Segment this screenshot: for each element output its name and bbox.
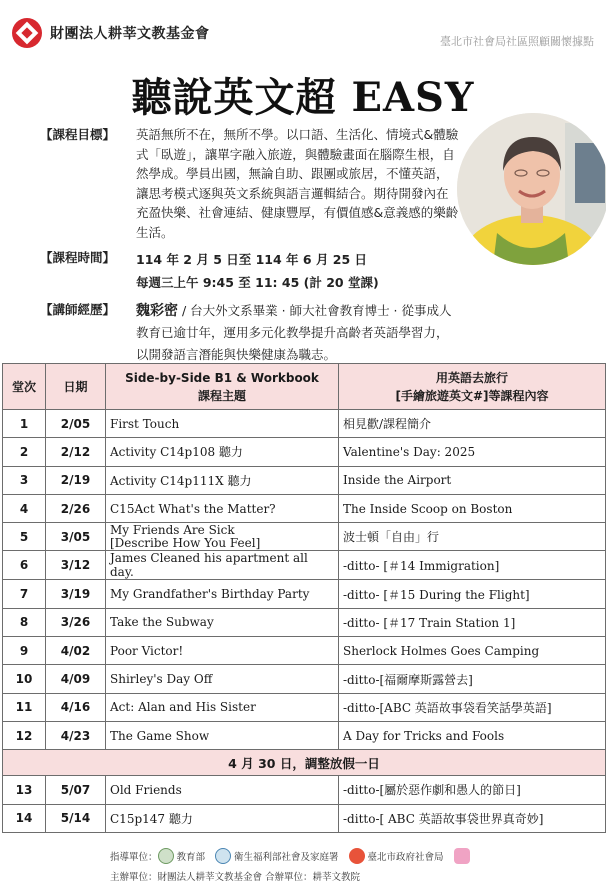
row-topic: My Grandfather's Birthday Party (106, 580, 339, 608)
row-no: 4 (3, 494, 46, 522)
goal-text: 英語無所不在，無所不學。以口語、生活化、情境式&體驗式「臥遊」，讓單字融入旅遊，與體驗畫面在腦際生根，自然學成。學員出國，無論自助、跟團或旅居，不懂英語，讓思考模式逐與英文系統與語言邏輯結合。期待開發內在充盈快樂、社會連結、健康豐厚，有價值感&意義感的樂齡生活。 (136, 127, 459, 240)
row-content: The Inside Scoop on Boston (339, 494, 606, 522)
course-info (40, 125, 460, 372)
row-content: -ditto-[福爾摩斯露營去] (339, 665, 606, 693)
goal-label: 【課程目標】 (40, 127, 116, 142)
row-topic: Take the Subway (106, 608, 339, 636)
table-row (3, 637, 606, 665)
time-row (40, 248, 460, 294)
header-content (339, 364, 606, 410)
time-text (136, 248, 460, 294)
holiday-notice-row (3, 750, 606, 776)
guide-mohw-label: 衛生福利部社會及家庭署 (234, 852, 339, 863)
host-line: 主辦單位：財團法人耕莘文教基金會 合辦單位：耕莘文教院 (110, 872, 361, 883)
row-content: -ditto- [＃14 Immigration] (339, 551, 606, 580)
row-no: 14 (3, 804, 46, 832)
table-row (3, 494, 606, 522)
guide-mohw (215, 848, 339, 864)
row-no: 5 (3, 523, 46, 551)
row-topic-line2: [Describe How You Feel] (110, 535, 261, 550)
row-no: 7 (3, 580, 46, 608)
org-name: 財團法人耕莘文教基金會 (50, 26, 210, 42)
row-no: 2 (3, 438, 46, 466)
table-row (3, 410, 606, 438)
table-row (3, 665, 606, 693)
time-range: 114 年 2 月 5 日至 114 年 6 月 25 日 (136, 252, 368, 267)
taipei-social-logo-icon (349, 848, 365, 864)
row-content: Inside the Airport (339, 466, 606, 494)
row-no: 1 (3, 410, 46, 438)
row-date: 3/19 (46, 580, 106, 608)
row-content: A Day for Tricks and Fools (339, 721, 606, 749)
table-row (3, 551, 606, 580)
guide-taipei-label: 臺北市政府社會局 (367, 852, 444, 863)
community-care-logo-icon (454, 848, 470, 864)
header-topic (106, 364, 339, 410)
host-row (110, 866, 600, 886)
row-content: Valentine's Day: 2025 (339, 438, 606, 466)
time-weekly: 每週三上午 9:45 至 11: 45 (計 20 堂課) (136, 275, 379, 290)
row-date: 3/05 (46, 523, 106, 551)
teacher-text-block (136, 300, 460, 366)
table-row (3, 693, 606, 721)
row-date: 2/12 (46, 438, 106, 466)
row-topic (106, 523, 339, 551)
row-date: 2/19 (46, 466, 106, 494)
row-no: 3 (3, 466, 46, 494)
table-row (3, 776, 606, 804)
header-no: 堂次 (3, 364, 46, 410)
row-topic: Shirley's Day Off (106, 665, 339, 693)
row-date: 2/26 (46, 494, 106, 522)
row-topic: Old Friends (106, 776, 339, 804)
row-date: 2/05 (46, 410, 106, 438)
row-no: 6 (3, 551, 46, 580)
header-date: 日期 (46, 364, 106, 410)
row-no: 8 (3, 608, 46, 636)
row-content: -ditto-[ ABC 英語故事袋世界真奇妙] (339, 804, 606, 832)
guide-taipei (349, 848, 444, 864)
teacher-name: 魏彩密 (136, 303, 178, 319)
moe-logo-icon (158, 848, 174, 864)
row-date: 4/02 (46, 637, 106, 665)
table-row (3, 608, 606, 636)
row-no: 12 (3, 721, 46, 749)
guide-label: 指導單位： (110, 852, 158, 863)
teacher-photo (457, 113, 606, 265)
footer (110, 846, 600, 886)
guide-row (110, 846, 600, 866)
row-date: 4/16 (46, 693, 106, 721)
table-header-row (3, 364, 606, 410)
row-no: 13 (3, 776, 46, 804)
page-title: 聽說英文超 EASY (131, 74, 475, 121)
guide-moe (158, 848, 206, 864)
table-row (3, 804, 606, 832)
row-topic: Activity C14p108 聽力 (106, 438, 339, 466)
row-content: -ditto-[屬於惡作劇和愚人的節日] (339, 776, 606, 804)
row-date: 3/12 (46, 551, 106, 580)
corner-note: 臺北市社會局社區照顧關懷據點 (440, 35, 594, 48)
schedule-table (2, 363, 606, 833)
foundation-logo-icon (12, 18, 42, 48)
header-topic-line2: 課程主題 (197, 388, 246, 403)
row-no: 10 (3, 665, 46, 693)
row-topic: First Touch (106, 410, 339, 438)
row-date: 4/09 (46, 665, 106, 693)
row-topic-line1: My Friends Are Sick (110, 522, 235, 537)
header-topic-line1: Side-by-Side B1 & Workbook (125, 370, 319, 385)
table-row (3, 721, 606, 749)
table-row (3, 523, 606, 551)
row-date: 3/26 (46, 608, 106, 636)
row-date: 4/23 (46, 721, 106, 749)
holiday-notice: 4 月 30 日，調整放假一日 (3, 750, 606, 776)
row-no: 11 (3, 693, 46, 721)
row-content: 相見歡/課程簡介 (339, 410, 606, 438)
time-label: 【課程時間】 (40, 250, 116, 265)
header-content-line2: [手繪旅遊英文#]等課程內容 (395, 388, 549, 403)
table-row (3, 438, 606, 466)
row-topic: James Cleaned his apartment all day. (106, 551, 339, 580)
row-topic: C15p147 聽力 (106, 804, 339, 832)
mohw-logo-icon (215, 848, 231, 864)
row-content: Sherlock Holmes Goes Camping (339, 637, 606, 665)
row-topic: Poor Victor! (106, 637, 339, 665)
guide-moe-label: 教育部 (176, 852, 206, 863)
row-content: -ditto- [＃17 Train Station 1] (339, 608, 606, 636)
teacher-label: 【講師經歷】 (40, 302, 116, 317)
goal-row (40, 125, 460, 242)
table-row (3, 466, 606, 494)
teacher-bio: / 台大外文系畢業 · 師大社會教育博士 · 從事成人教育已逾廿年，運用多元化教學提升高齡者英語學習力，以開發語言潛能與快樂健康為職志。 (136, 303, 452, 362)
row-topic: The Game Show (106, 721, 339, 749)
row-topic: Activity C14p111X 聽力 (106, 466, 339, 494)
row-content: -ditto- [＃15 During the Flight] (339, 580, 606, 608)
row-topic: C15Act What's the Matter? (106, 494, 339, 522)
row-content: 波士頓「自由」行 (339, 523, 606, 551)
row-no: 9 (3, 637, 46, 665)
row-topic: Act: Alan and His Sister (106, 693, 339, 721)
row-date: 5/07 (46, 776, 106, 804)
teacher-row (40, 300, 460, 366)
table-row (3, 580, 606, 608)
org-logo (12, 18, 210, 48)
header-content-line1: 用英語去旅行 (435, 370, 508, 385)
row-content: -ditto-[ABC 英語故事袋看笑話學英語] (339, 693, 606, 721)
row-date: 5/14 (46, 804, 106, 832)
